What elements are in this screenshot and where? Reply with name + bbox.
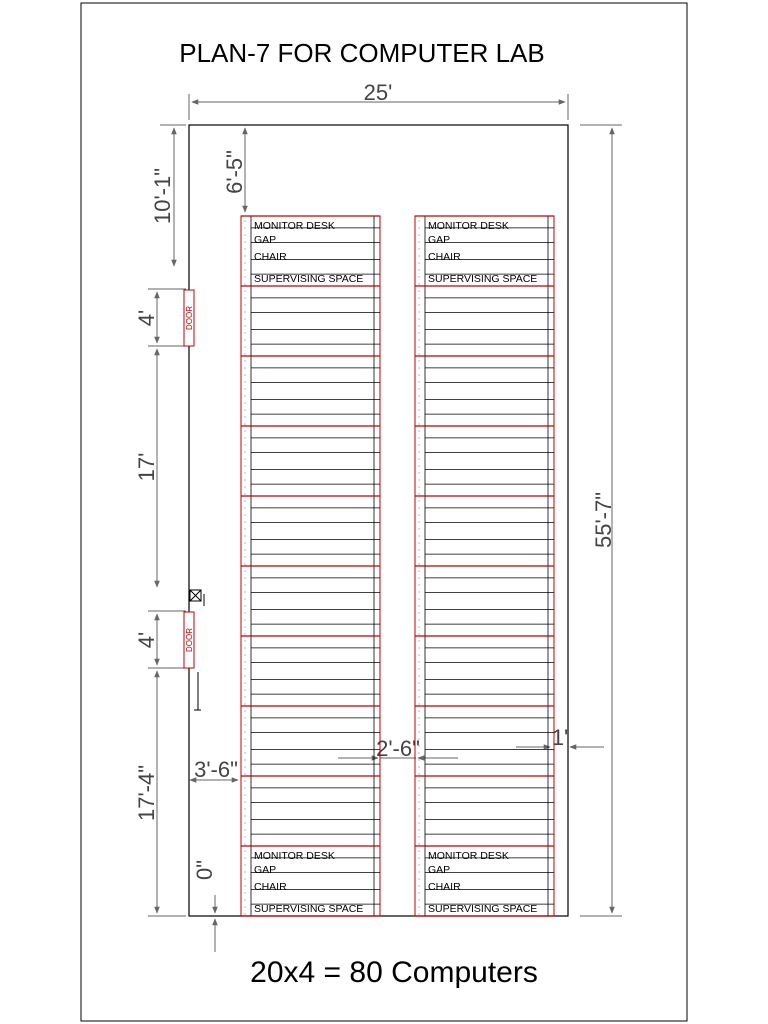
column-2-top-supervising-space-label: SUPERVISING SPACE (428, 273, 538, 285)
column-1-bottom-chair-label: CHAIR (254, 881, 287, 893)
column-1-top-chair-label: CHAIR (254, 251, 287, 263)
door-top-label-text: DOOR (185, 306, 194, 330)
left-dimension-chain (148, 125, 245, 952)
column-2-bottom-chair-label: CHAIR (428, 881, 461, 893)
door-bottom-label: 4' (134, 631, 159, 649)
top-to-first-door-label: 10'-1" (150, 167, 175, 225)
between-doors-label: 17' (134, 452, 159, 482)
column-1-top-gap-label: GAP (254, 234, 277, 246)
room-outline (189, 125, 568, 916)
top-to-desk-label: 6'-5" (222, 150, 247, 194)
door-bottom (184, 612, 194, 668)
computer-count: 20x4 = 80 Computers (250, 956, 538, 989)
column-2-bottom-supervising-space-label: SUPERVISING SPACE (428, 903, 538, 915)
door-swing-line (194, 672, 201, 710)
column-1-top-monitor-desk-label: MONITOR DESK (254, 220, 335, 232)
door-top-label: 4' (134, 309, 159, 327)
bottom-run-label: 17'-4" (134, 764, 159, 822)
column-1-bottom-supervising-space-label: SUPERVISING SPACE (254, 903, 364, 915)
column-2-bottom-monitor-desk-label: MONITOR DESK (428, 850, 509, 862)
plan-title: PLAN-7 FOR COMPUTER LAB (179, 38, 545, 68)
door-bottom-label-text: DOOR (185, 628, 194, 652)
bottom-gap-label: 0" (192, 859, 217, 881)
column-2-top-monitor-desk-label: MONITOR DESK (428, 220, 509, 232)
column-2-top-chair-label: CHAIR (428, 251, 461, 263)
right-gap-label: 1' (551, 725, 569, 750)
length-dimension-label: 55'-7" (591, 491, 616, 549)
column-1-top-supervising-space-label: SUPERVISING SPACE (254, 273, 364, 285)
center-aisle-label: 2'-6" (376, 736, 420, 761)
column-2-bottom-gap-label: GAP (428, 864, 451, 876)
left-aisle-label: 3'-6" (194, 757, 238, 782)
column-2-top-gap-label: GAP (428, 234, 451, 246)
door-top (184, 290, 194, 346)
column-1-bottom-monitor-desk-label: MONITOR DESK (254, 850, 335, 862)
width-dimension-label: 25' (363, 80, 393, 105)
column-1-bottom-gap-label: GAP (254, 864, 277, 876)
switch-box (190, 590, 204, 606)
workstation-columns (241, 216, 554, 916)
